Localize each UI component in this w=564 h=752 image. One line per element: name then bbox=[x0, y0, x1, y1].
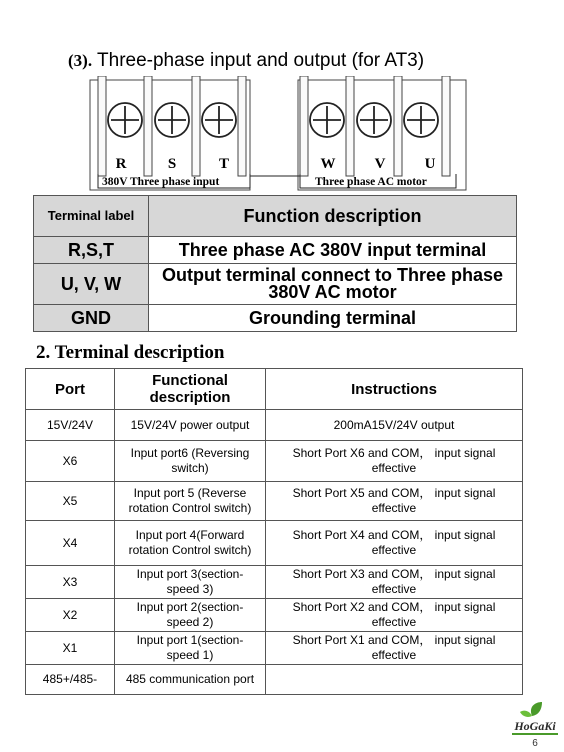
port-cell: X4 bbox=[26, 521, 115, 566]
logo-brand: HoGaKi bbox=[514, 719, 556, 733]
instruction-cell: Short Port X1 and COM， input signal effective bbox=[266, 632, 523, 665]
column-header: Instructions bbox=[266, 369, 523, 410]
hogaki-logo bbox=[506, 700, 564, 748]
function-cell: Input port 3(section-speed 3) bbox=[115, 566, 266, 599]
instruction-cell bbox=[266, 665, 523, 695]
terminal-cell: R,S,T bbox=[34, 237, 149, 264]
port-cell: 15V/24V bbox=[26, 410, 115, 441]
table-row bbox=[26, 566, 523, 599]
port-cell: X1 bbox=[26, 632, 115, 665]
table-row bbox=[26, 632, 523, 665]
function-cell: 485 communication port bbox=[115, 665, 266, 695]
description-cell: Output terminal connect to Three phase 380V AC motor bbox=[149, 264, 517, 305]
terminal-label: W bbox=[320, 156, 336, 172]
table-row bbox=[26, 441, 523, 482]
table-row bbox=[26, 665, 523, 695]
port-cell: 485+/485- bbox=[26, 665, 115, 695]
port-cell: X5 bbox=[26, 482, 115, 521]
terminal-description-table bbox=[25, 368, 523, 695]
table-row bbox=[26, 521, 523, 566]
terminal-function-table bbox=[33, 195, 517, 332]
section-title: 2. Terminal description bbox=[36, 342, 225, 363]
input-caption: 380V Three phase input bbox=[102, 176, 220, 188]
table-row bbox=[34, 264, 517, 305]
column-header: Functional description bbox=[115, 369, 266, 410]
function-cell: Input port 4(Forward rotation Control switch) bbox=[115, 521, 266, 566]
instruction-cell: Short Port X4 and COM， input signal effective bbox=[266, 521, 523, 566]
function-cell: Input port6 (Reversing switch) bbox=[115, 441, 266, 482]
table-row bbox=[26, 410, 523, 441]
terminal-cell: GND bbox=[34, 305, 149, 332]
terminal-label: T bbox=[218, 156, 230, 172]
table-header-row bbox=[34, 196, 517, 237]
terminal-block-diagram bbox=[88, 76, 468, 194]
port-cell: X3 bbox=[26, 566, 115, 599]
description-cell: Grounding terminal bbox=[149, 305, 517, 332]
instruction-cell: 200mA15V/24V output bbox=[266, 410, 523, 441]
table-row bbox=[26, 599, 523, 632]
function-cell: 15V/24V power output bbox=[115, 410, 266, 441]
output-caption: Three phase AC motor bbox=[315, 176, 427, 188]
port-cell: X2 bbox=[26, 599, 115, 632]
port-cell: X6 bbox=[26, 441, 115, 482]
description-cell: Three phase AC 380V input terminal bbox=[149, 237, 517, 264]
function-cell: Input port 5 (Reverse rotation Control switch) bbox=[115, 482, 266, 521]
table-header-row bbox=[26, 369, 523, 410]
heading-text: Three-phase input and output (for AT3) bbox=[97, 50, 425, 71]
table-row bbox=[34, 237, 517, 264]
column-header: Terminal label bbox=[34, 196, 149, 237]
table-row bbox=[34, 305, 517, 332]
column-header: Function description bbox=[149, 196, 517, 237]
section-heading bbox=[68, 50, 424, 72]
leaf-icon bbox=[520, 702, 542, 717]
terminal-label: V bbox=[374, 156, 386, 172]
column-header: Port bbox=[26, 369, 115, 410]
terminal-label: S bbox=[167, 156, 177, 172]
page-number: 6 bbox=[532, 738, 538, 748]
terminal-cell: U, V, W bbox=[34, 264, 149, 305]
instruction-cell: Short Port X5 and COM， input signal effective bbox=[266, 482, 523, 521]
instruction-cell: Short Port X3 and COM， input signal effective bbox=[266, 566, 523, 599]
function-cell: Input port 2(section-speed 2) bbox=[115, 599, 266, 632]
terminal-label: U bbox=[424, 156, 436, 172]
instruction-cell: Short Port X2 and COM， input signal effective bbox=[266, 599, 523, 632]
terminal-label: R bbox=[115, 156, 127, 172]
heading-number: (3). bbox=[68, 51, 93, 70]
function-cell: Input port 1(section-speed 1) bbox=[115, 632, 266, 665]
table-row bbox=[26, 482, 523, 521]
instruction-cell: Short Port X6 and COM， input signal effective bbox=[266, 441, 523, 482]
